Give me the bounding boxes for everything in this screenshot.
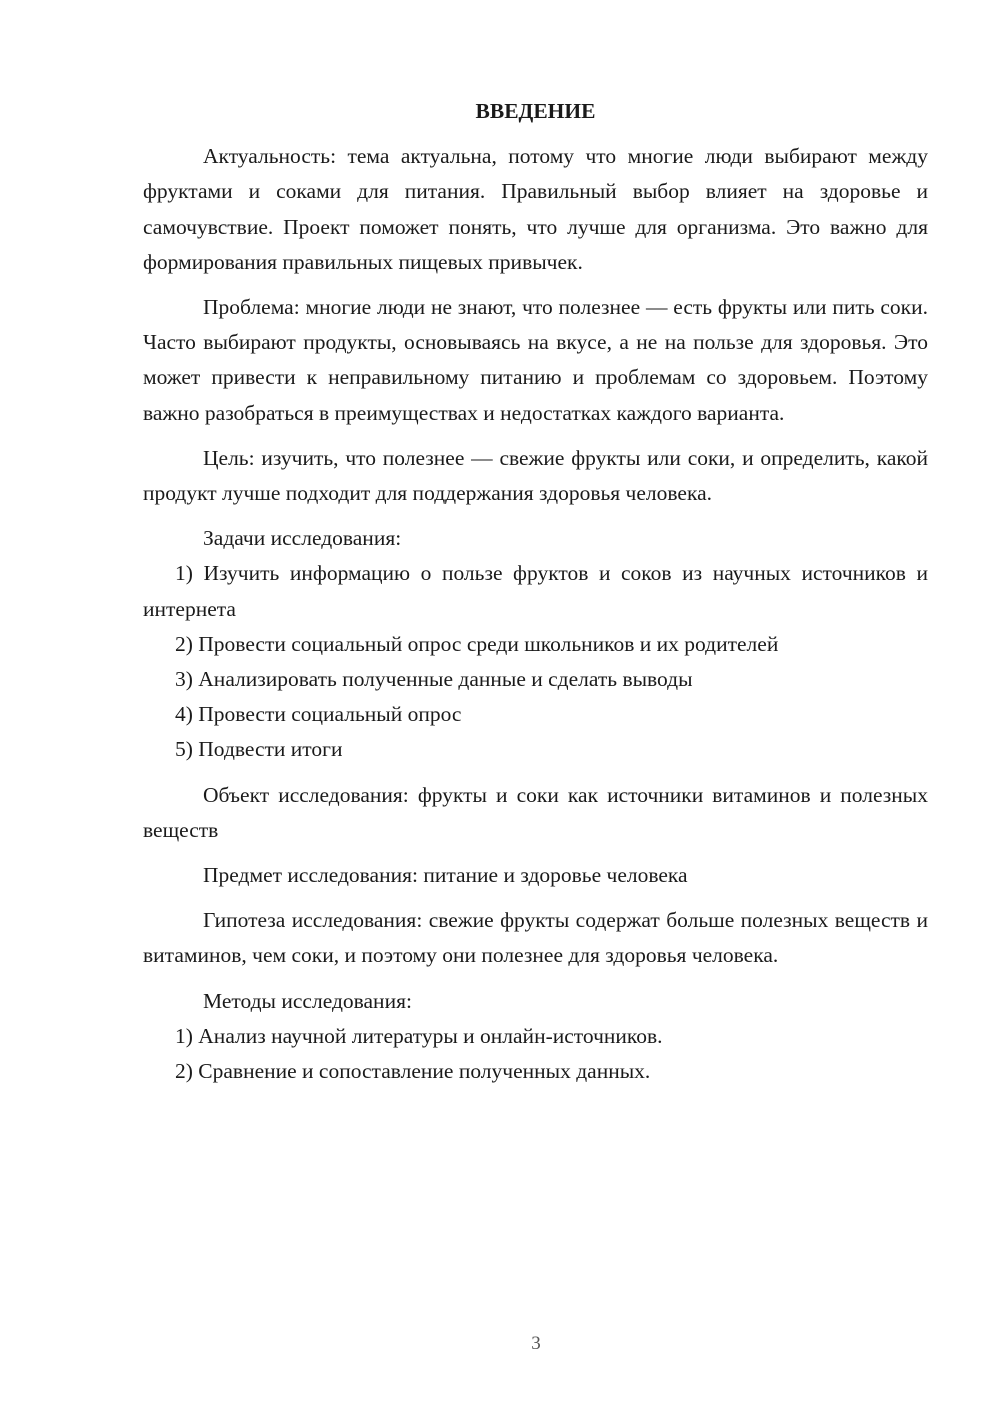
page-number: 3 [531, 1333, 541, 1354]
method-item-2: 2) Сравнение и сопоставление полученных данных. [175, 1059, 651, 1084]
methods-heading: Методы исследования: [203, 988, 412, 1013]
paragraph-hypothesis: Гипотеза исследования: свежие фрукты содержат больше полезных веществ и витаминов, чем соки, и поэтому они полезнее для здоровья человека. [143, 908, 928, 968]
paragraph-subject: Предмет исследования: питание и здоровье человека [203, 863, 688, 888]
page-body [143, 94, 928, 1089]
task-item-5: 5) Подвести итоги [175, 737, 343, 762]
task-item-2: 2) Провести социальный опрос среди школьников и их родителей [175, 631, 779, 656]
task-item-1: 1) Изучить информацию о пользе фруктов и соков из научных источников и интернета [143, 561, 928, 621]
paragraph-goal: Цель: изучить, что полезнее — свежие фрукты или соки, и определить, какой продукт лучше подходит для поддержания здоровья человека. [143, 445, 928, 506]
task-item-3: 3) Анализировать полученные данные и сделать выводы [175, 667, 693, 692]
method-item-1: 1) Анализ научной литературы и онлайн-источников. [175, 1023, 663, 1048]
paragraph-object: Объект исследования: фрукты и соки как источники витаминов и полезных веществ [143, 782, 928, 842]
task-item-4: 4) Провести социальный опрос [175, 702, 462, 727]
paragraph-relevance: Актуальность: тема актуальна, потому что многие люди выбирают между фруктами и соками для питания. Правильный выбор влияет на здоровье и самочувствие. Проект поможет понять, что лучше для организма. Это важно для формирования правильных пищевых привычек. [143, 144, 928, 274]
tasks-heading: Задачи исследования: [203, 526, 402, 551]
page-title: ВВЕДЕНИЕ [475, 99, 596, 123]
paragraph-problem: Проблема: многие люди не знают, что полезнее — есть фрукты или пить соки. Часто выбирают продукты, основываясь на вкусе, а не на пользе для здоровья. Это может привести к неправильному питанию и проблемам со здоровьем. Поэтому важно разобраться в преимуществах и недостатках каждого варианта. [143, 295, 928, 425]
